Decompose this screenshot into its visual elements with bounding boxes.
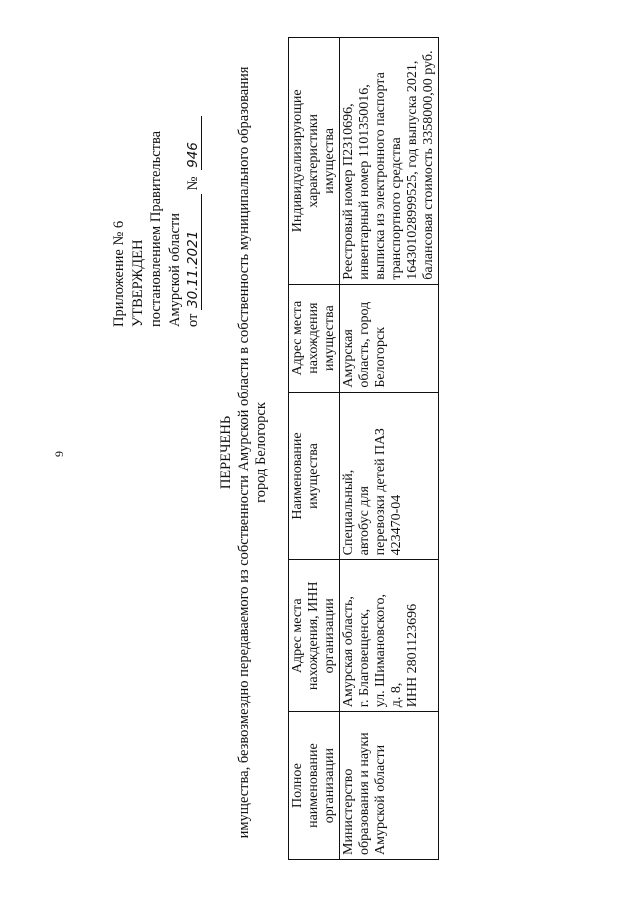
cell-org-address: Амурская область, г. Благовещенск, ул. Шимановского, д. 8, ИНН 2801123696 — [340, 560, 439, 712]
handwritten-date: 30.11.2021 — [186, 194, 202, 310]
header-property-address: Адрес места нахождения имущества — [289, 284, 340, 392]
approved-label: УТВЕРЖДЕН — [129, 239, 146, 327]
title-municipality: город Белогорск — [253, 402, 269, 503]
number-prefix: № — [185, 176, 201, 191]
resolution-date-line — [184, 116, 203, 327]
cell-org-name: Министерство образования и науки Амурской области — [340, 712, 439, 860]
page-number: 9 — [52, 451, 66, 457]
region-label: Амурской области — [166, 213, 183, 327]
resolution-label: постановлением Правительства — [148, 130, 164, 327]
cell-property-name: Специальный, автобус для перевозки детей ПАЗ 423470-04 — [340, 392, 439, 560]
header-property-characteristics: Индивидуализирующие характеристики имущества — [289, 38, 340, 285]
table-header-row — [289, 38, 340, 860]
property-table — [288, 37, 439, 860]
cell-property-characteristics: Реестровый номер П2310696, инвентарный номер 1101350016, выписка из электронного паспорта транспортного средства 164301028999525, год выпуска 2021, балансовая стоимость 3358000,00 руб. — [340, 38, 439, 285]
table-row — [340, 38, 439, 860]
date-prefix: от — [185, 313, 201, 327]
header-org-name: Полное наименование организации — [289, 712, 340, 860]
title-heading: ПЕРЕЧЕНЬ — [218, 415, 234, 490]
document-title — [218, 0, 270, 905]
approval-stamp — [110, 116, 203, 327]
title-subtitle: имущества, безвозмездно передаваемого из собственности Амурской области в собственность муниципального образования — [236, 66, 252, 839]
cell-property-address: Амурская область, город Белогорск — [340, 284, 439, 392]
header-property-name: Наименование имущества — [289, 392, 340, 560]
handwritten-number: 946 — [186, 116, 202, 170]
appendix-label: Приложение № 6 — [111, 220, 127, 327]
header-org-address: Адрес места нахождения, ИНН организации — [289, 560, 340, 712]
